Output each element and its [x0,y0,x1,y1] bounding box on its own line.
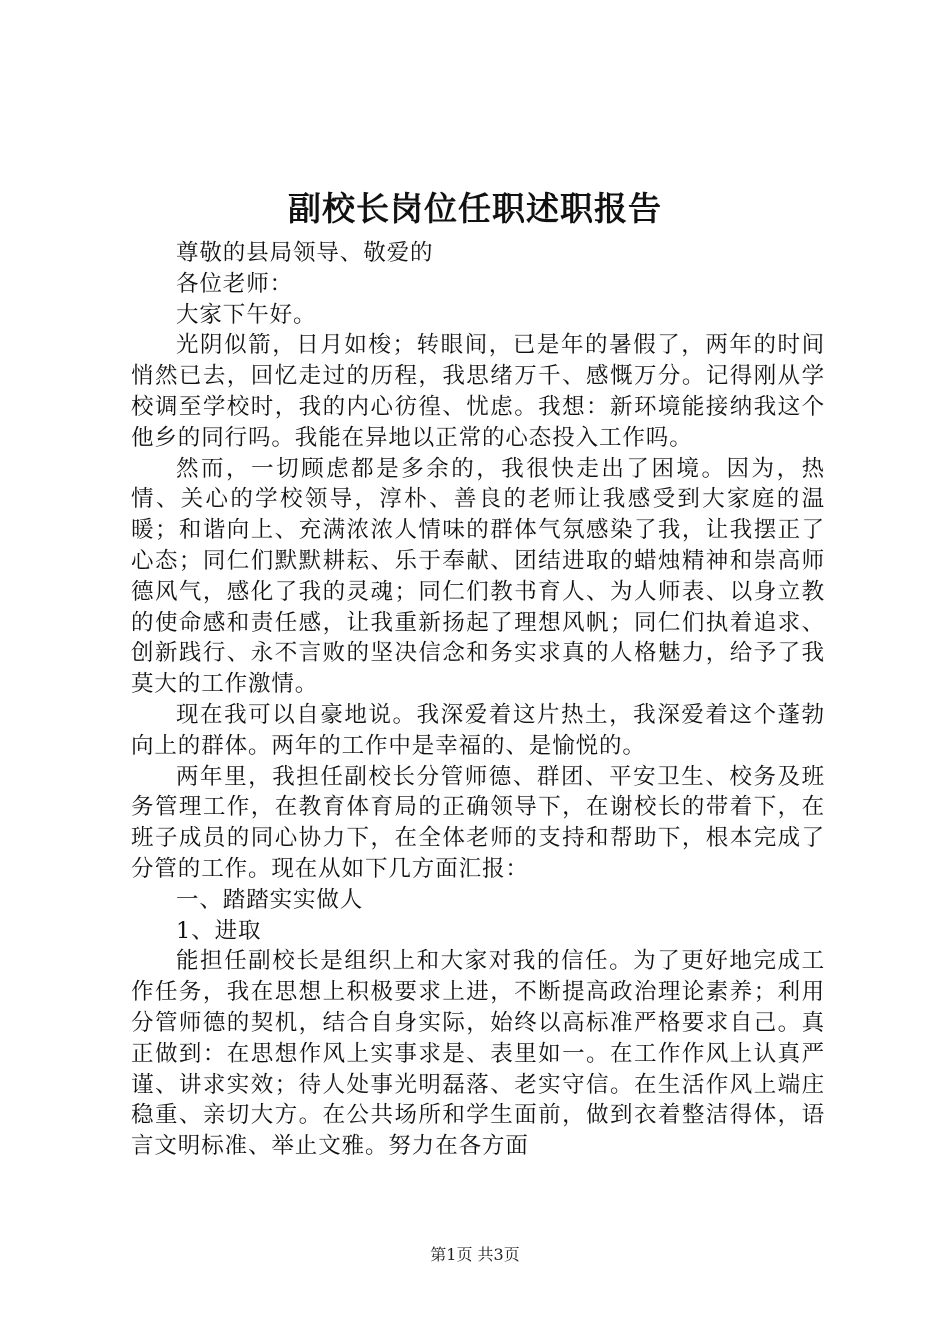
paragraph: 现在我可以自豪地说。我深爱着这片热土，我深爱着这个蓬勃向上的群体。两年的工作中是幸福的、是愉悦的。 [131,701,825,759]
page-footer: 第1页 共3页 [430,1245,520,1264]
paragraph-salutation-2: 各位老师： [176,270,294,297]
paragraph: 然而，一切顾虑都是多余的，我很快走出了困境。因为，热情、关心的学校领导，淳朴、善良的老师让我感受到大家庭的温暖；和谐向上、充满浓浓人情味的群体气氛感染了我，让我摆正了心态；同仁们默默耕耘、乐于奉献、团结进取的蜡烛精神和崇高师德风气，感化了我的灵魂；同仁们教书育人、为人师表、以身立教的使命感和责任感，让我重新扬起了理想风帆；同仁们执着追求、创新践行、永不言败的坚决信念和务实求真的人格魅力，给予了我莫大的工作激情。 [131,455,825,698]
paragraph-salutation-1: 尊敬的县局领导、敬爱的 [176,240,434,266]
section-heading: 一、踏踏实实做人 [176,886,364,913]
paragraph: 两年里，我担任副校长分管师德、群团、平安卫生、校务及班务管理工作，在教育体育局的正确领导下，在谢校长的带着下，在班子成员的同心协力下，在全体老师的支持和帮助下，根本完成了分管的工作。现在从如下几方面汇报： [131,763,825,882]
paragraph: 光阴似箭，日月如梭；转眼间，已是年的暑假了，两年的时间悄然已去，回忆走过的历程，我思绪万千、感慨万分。记得刚从学校调至学校时，我的内心彷徨、忧虑。我想：新环境能接纳我这个他乡的同行吗。我能在异地以正常的心态投入工作吗。 [131,332,825,451]
document-title: 副校长岗位任职述职报告 [288,189,662,228]
paragraph-greeting: 大家下午好。 [176,301,317,328]
subsection-heading: 1、进取 [176,917,262,944]
document-body [131,238,825,1162]
paragraph: 能担任副校长是组织上和大家对我的信任。为了更好地完成工作任务，我在思想上积极要求上进，不断提高政治理论素养；利用分管师德的契机，结合自身实际，始终以高标准严格要求自己。真正做到：在思想作风上实事求是、表里如一。在工作作风上认真严谨、讲求实效；待人处事光明磊落、老实守信。在生活作风上端庄稳重、亲切大方。在公共场所和学生面前，做到衣着整洁得体，语言文明标准、举止文雅。努力在各方面 [131,948,825,1160]
